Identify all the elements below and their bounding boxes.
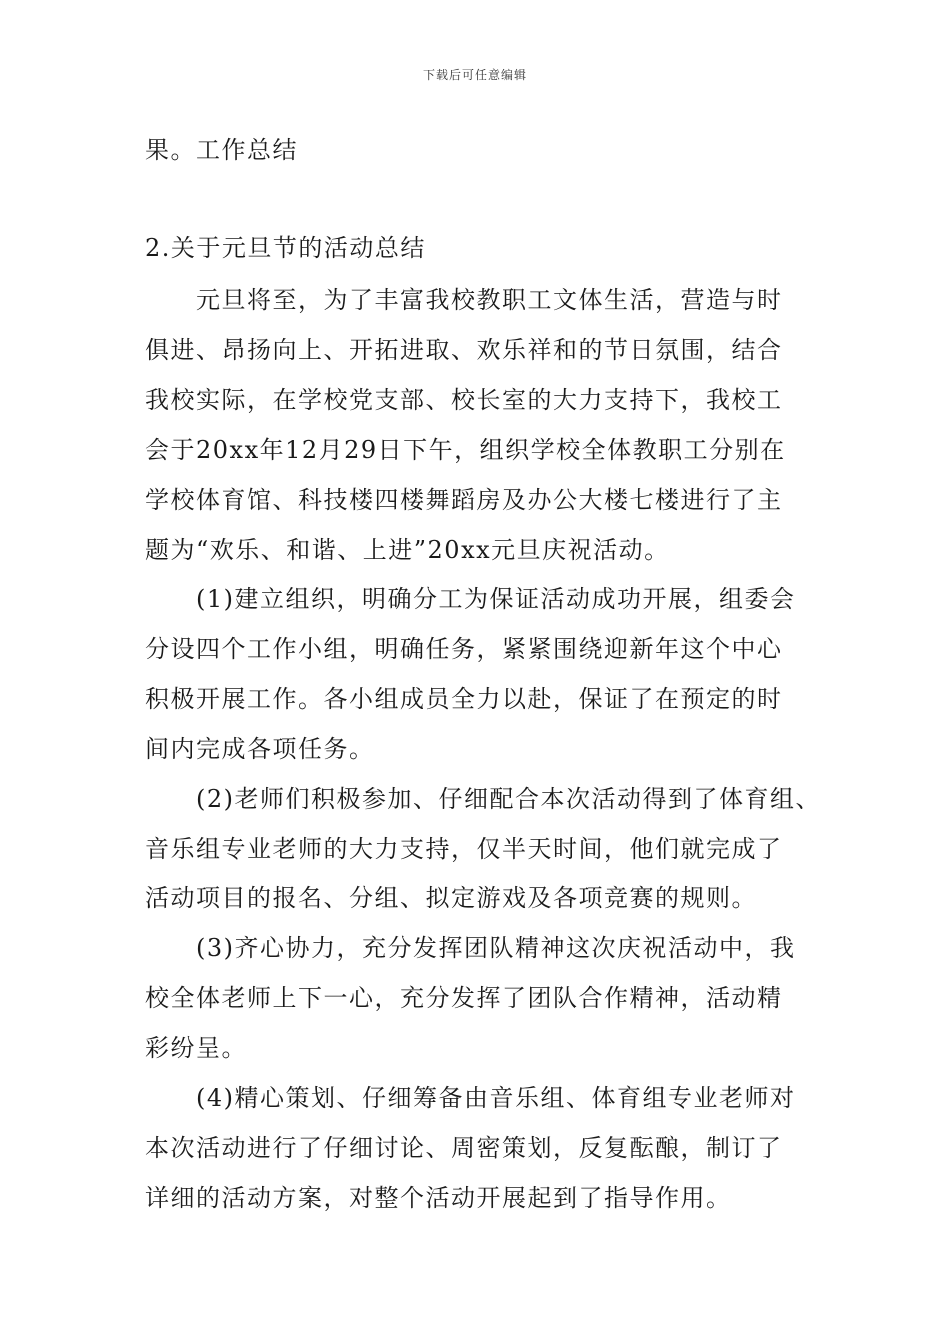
text-line: 校全体老师上下一心，充分发挥了团队合作精神，活动精 (145, 984, 783, 1012)
text-line: 会于20xx年12月29日下午，组织学校全体教职工分别在 (145, 436, 786, 464)
text-line: (1)建立组织，明确分工为保证活动成功开展，组委会 (196, 585, 796, 613)
text-line: 活动项目的报名、分组、拟定游戏及各项竞赛的规则。 (145, 884, 757, 912)
text-line: 学校体育馆、科技楼四楼舞蹈房及办公大楼七楼进行了主 (145, 486, 783, 514)
text-line: 彩纷呈。 (145, 1034, 247, 1062)
text-line: 题为“欢乐、和谐、上进”20xx元旦庆祝活动。 (145, 536, 670, 564)
page-header: 下载后可任意编辑 (422, 68, 527, 82)
text-line: (3)齐心协力，充分发挥团队精神这次庆祝活动中，我 (196, 934, 796, 962)
text-line: 元旦将至，为了丰富我校教职工文体生活，营造与时 (196, 286, 783, 314)
text-line: 详细的活动方案，对整个活动开展起到了指导作用。 (145, 1184, 732, 1212)
text-line: 俱进、昂扬向上、开拓进取、欢乐祥和的节日氛围，结合 (145, 336, 783, 364)
text-line: 分设四个工作小组，明确任务，紧紧围绕迎新年这个中心 (145, 635, 783, 663)
section-heading: 2.关于元旦节的活动总结 (145, 234, 426, 262)
text-line: 间内完成各项任务。 (145, 735, 375, 763)
text-line: 音乐组专业老师的大力支持，仅半天时间，他们就完成了 (145, 835, 783, 863)
text-line: 本次活动进行了仔细讨论、周密策划，反复酝酿，制订了 (145, 1134, 783, 1162)
text-line: 果。工作总结 (145, 136, 298, 164)
text-line: (4)精心策划、仔细筹备由音乐组、体育组专业老师对 (196, 1084, 796, 1112)
text-line: (2)老师们积极参加、仔细配合本次活动得到了体育组、 (196, 785, 821, 813)
text-line: 积极开展工作。各小组成员全力以赴，保证了在预定的时 (145, 685, 783, 713)
text-line: 我校实际，在学校党支部、校长室的大力支持下，我校工 (145, 386, 783, 414)
